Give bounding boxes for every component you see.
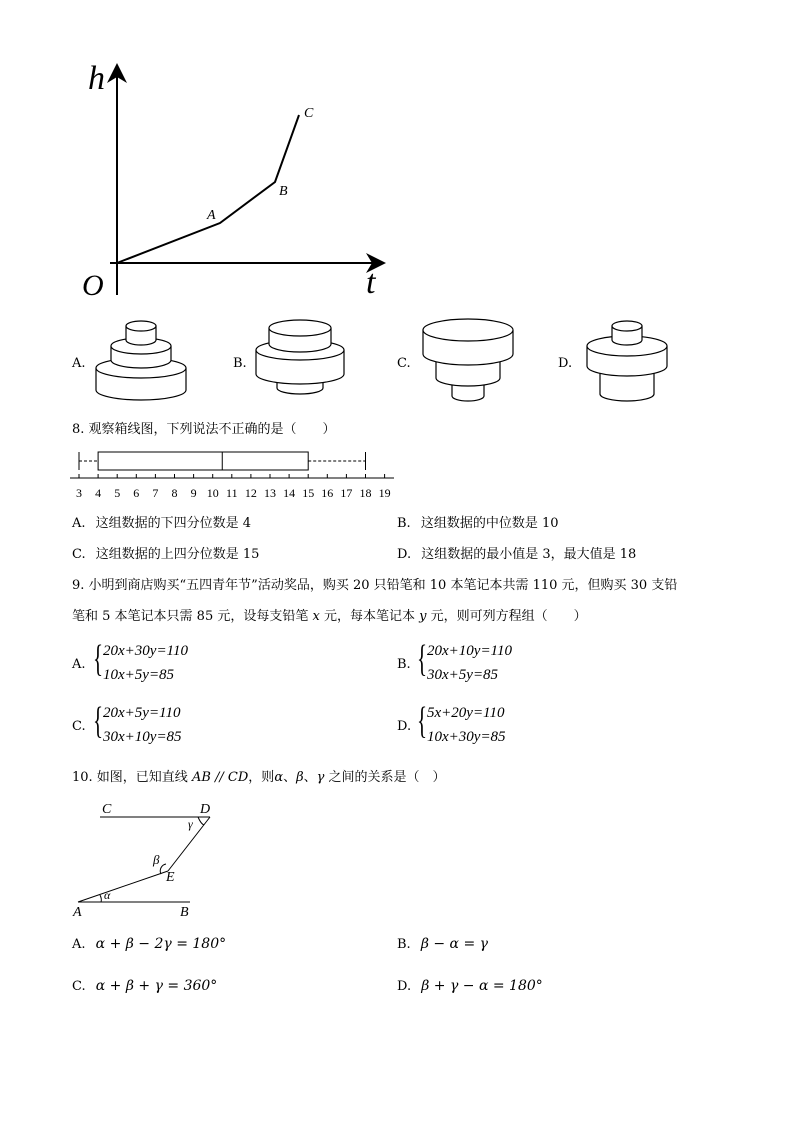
label-d: D xyxy=(200,802,211,817)
q8-option-b-text: 这组数据的中位数是 10 xyxy=(420,516,559,531)
q8-option-d-text: 这组数据的最小值是 3，最大值是 18 xyxy=(421,547,637,562)
brace-icon: { xyxy=(93,638,104,680)
point-a-label: A xyxy=(207,208,216,223)
tick-label: 5 xyxy=(114,486,121,500)
q10-option-b[interactable] xyxy=(397,936,488,953)
q10-stem-part: 10. 如图，已知直线 xyxy=(72,770,192,785)
tick-label: 16 xyxy=(321,486,334,500)
tick-label: 17 xyxy=(340,486,353,500)
q10-beta: β xyxy=(296,770,304,785)
tick-label: 13 xyxy=(264,486,276,500)
q7-option-c-label: C. xyxy=(397,356,411,371)
q10-option-b-label: B. xyxy=(397,937,411,952)
origin-label: O xyxy=(82,269,104,300)
point-c-label: C xyxy=(304,106,314,121)
q9-option-a-label: A. xyxy=(72,657,86,672)
q9-stem-part: 笔和 5 本笔记本只需 85 元，设每支铅笔 xyxy=(72,609,313,624)
q10-option-a-text: α + β − 2γ = 180° xyxy=(95,936,227,952)
equation-1: 20x+10y=110 xyxy=(427,643,512,659)
q9-stem-line2 xyxy=(72,609,587,625)
q8-option-c[interactable] xyxy=(72,547,259,563)
height-time-graph xyxy=(70,55,400,300)
label-gamma: γ xyxy=(188,817,193,831)
q8-option-b[interactable] xyxy=(397,516,559,532)
q7-option-b-label: B. xyxy=(233,356,247,371)
q7-option-d-label: D. xyxy=(558,356,573,371)
tick-label: 18 xyxy=(359,486,372,500)
q7-solid-a xyxy=(94,318,190,406)
q7-option-a-label: A. xyxy=(72,356,86,371)
label-beta: β xyxy=(153,852,160,867)
q9-var-y: y xyxy=(419,609,427,624)
q10-stem xyxy=(72,770,446,786)
tick-label: 9 xyxy=(190,486,197,500)
parallel-lines-figure xyxy=(70,798,220,923)
box-rect xyxy=(98,452,308,470)
q9-var-x: x xyxy=(312,609,320,624)
q8-option-d[interactable] xyxy=(397,547,636,563)
q10-option-c-label: C. xyxy=(72,979,86,994)
tick-label: 11 xyxy=(226,486,238,500)
label-a: A xyxy=(73,905,82,920)
q9-option-b-label: B. xyxy=(397,657,411,672)
equation-1: 20x+30y=110 xyxy=(103,643,188,659)
q10-sep: 、 xyxy=(303,770,317,785)
q10-sep: 、 xyxy=(283,770,297,785)
equation-2: 10x+5y=85 xyxy=(103,667,175,683)
brace-icon: { xyxy=(93,700,104,742)
equation-1: 20x+5y=110 xyxy=(103,705,181,721)
q7-solid-d xyxy=(584,318,670,404)
q10-option-d[interactable] xyxy=(397,978,543,995)
q8-option-d-label: D. xyxy=(397,547,412,562)
q10-stem-part: ，则 xyxy=(248,770,275,785)
point-b-label: B xyxy=(279,184,288,199)
gamma-arc xyxy=(198,817,204,825)
equation-2: 10x+30y=85 xyxy=(427,729,506,745)
q9-option-d-label: D. xyxy=(397,719,412,734)
brace-icon: { xyxy=(417,700,428,742)
tick-label: 6 xyxy=(133,486,140,500)
tick-label: 10 xyxy=(206,486,219,500)
q7-solid-b xyxy=(253,318,347,396)
alpha-arc xyxy=(100,895,101,902)
equation-2: 30x+5y=85 xyxy=(427,667,499,683)
q10-option-c[interactable] xyxy=(72,978,217,995)
q10-stem-part: 之间的关系是（ ） xyxy=(324,770,446,785)
q10-option-a[interactable] xyxy=(72,936,226,953)
q8-stem: 8. 观察箱线图，下列说法不正确的是（ ） xyxy=(72,422,336,437)
tick-label: 7 xyxy=(152,486,159,500)
q8-option-a[interactable] xyxy=(72,516,251,532)
label-e: E xyxy=(166,870,175,885)
x-axis-label: t xyxy=(366,264,376,300)
q10-option-c-text: α + β + γ = 360° xyxy=(95,978,218,994)
q9-stem-part: 元，每本笔记本 xyxy=(319,609,420,624)
box-plot xyxy=(70,446,400,506)
tick-label: 3 xyxy=(76,486,82,500)
brace-icon: { xyxy=(417,638,428,680)
q8-option-c-text: 这组数据的上四分位数是 15 xyxy=(95,547,260,562)
q9-stem-line1: 9. 小明到商店购买“五四青年节”活动奖品，购买 20 只铅笔和 10 本笔记本共需 110 元，但购买 30 支铅 xyxy=(72,578,678,593)
equation-1: 5x+20y=110 xyxy=(427,705,505,721)
label-alpha: α xyxy=(104,888,111,902)
q10-alpha: α xyxy=(274,770,284,785)
q10-gamma: γ xyxy=(316,770,325,785)
tick-label: 14 xyxy=(283,486,296,500)
tick-label: 8 xyxy=(171,486,178,500)
label-c: C xyxy=(102,802,112,817)
tick-label: 4 xyxy=(95,486,102,500)
graph-line xyxy=(117,115,299,263)
q8-option-a-label: A. xyxy=(72,516,86,531)
tick-label: 15 xyxy=(302,486,315,500)
q10-option-d-text: β + γ − α = 180° xyxy=(421,978,543,994)
label-b: B xyxy=(180,905,189,920)
tick-label: 12 xyxy=(244,486,257,500)
q8-option-b-label: B. xyxy=(397,516,411,531)
segment-ae xyxy=(78,871,168,902)
q10-parallel-expr: AB // CD xyxy=(191,770,249,785)
tick-label: 19 xyxy=(378,486,391,500)
q7-solid-c xyxy=(420,318,516,404)
equation-2: 30x+10y=85 xyxy=(103,729,182,745)
y-axis-label: h xyxy=(88,60,105,97)
q9-option-c-label: C. xyxy=(72,719,86,734)
q8-option-c-label: C. xyxy=(72,547,86,562)
q8-option-a-text: 这组数据的下四分位数是 4 xyxy=(95,516,252,531)
q9-stem-part: 元，则可列方程组（ ） xyxy=(426,609,587,624)
q10-option-b-text: β − α = γ xyxy=(420,936,489,952)
q10-option-a-label: A. xyxy=(72,937,86,952)
q10-option-d-label: D. xyxy=(397,979,412,994)
